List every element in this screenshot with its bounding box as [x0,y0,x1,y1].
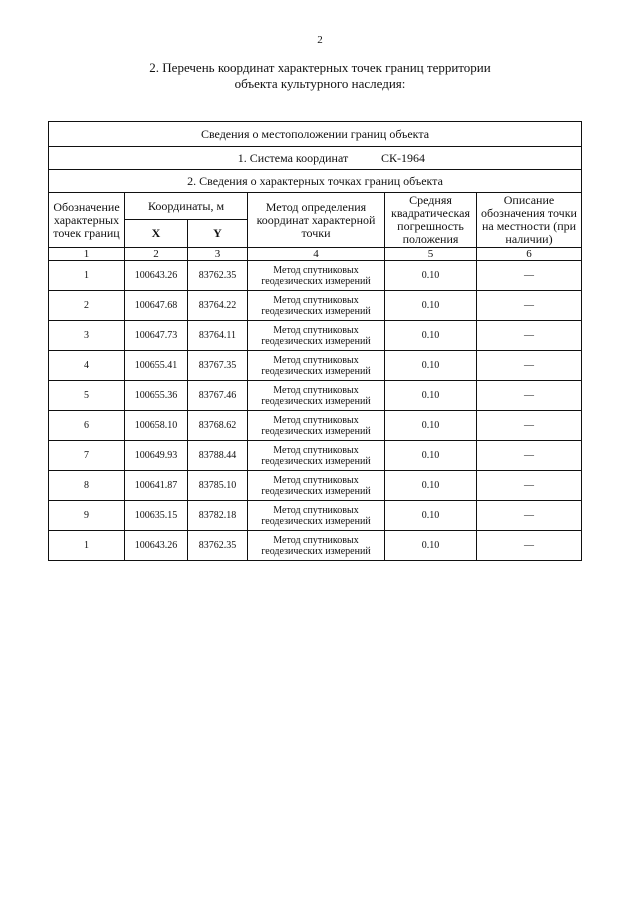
title-line-2: объекта культурного наследия: [234,76,406,91]
header-designation: Обозначение характерных точек границ [49,193,125,248]
method-cell: Метод спутниковых геодезических измерений [248,291,385,321]
coordinate-x: 100635.15 [125,501,188,531]
description-cell: — [477,321,582,351]
description-cell: — [477,351,582,381]
table-banner: Сведения о местоположении границ объекта [49,122,582,147]
error-value: 0.10 [385,261,477,291]
document-title [0,60,640,92]
method-cell: Метод спутниковых геодезических измерений [248,531,385,561]
coordinate-x: 100649.93 [125,441,188,471]
column-number: 4 [248,248,385,261]
coordinate-x: 100641.87 [125,471,188,501]
column-number: 1 [49,248,125,261]
column-number: 6 [477,248,582,261]
error-value: 0.10 [385,441,477,471]
point-designation: 7 [49,441,125,471]
description-cell: — [477,261,582,291]
table-row [49,441,582,471]
point-designation: 2 [49,291,125,321]
coordinate-system-label: 1. Система координат [237,150,349,165]
method-cell: Метод спутниковых геодезических измерений [248,321,385,351]
page-number: 2 [317,34,323,46]
method-cell: Метод спутниковых геодезических измерений [248,471,385,501]
header-method: Метод определения координат характерной точки [248,193,385,248]
point-designation: 1 [49,261,125,291]
point-designation: 9 [49,501,125,531]
column-number: 2 [125,248,188,261]
error-value: 0.10 [385,411,477,441]
description-cell: — [477,441,582,471]
coordinate-y: 83764.11 [188,321,248,351]
coordinate-y: 83785.10 [188,471,248,501]
coordinate-y: 83767.46 [188,381,248,411]
coordinate-y: 83782.18 [188,501,248,531]
error-value: 0.10 [385,471,477,501]
coordinate-x: 100655.41 [125,351,188,381]
coordinate-y: 83764.22 [188,291,248,321]
coordinate-x: 100643.26 [125,531,188,561]
table-row [49,381,582,411]
coordinate-y: 83788.44 [188,441,248,471]
error-value: 0.10 [385,351,477,381]
coordinates-table [48,121,582,561]
method-cell: Метод спутниковых геодезических измерений [248,381,385,411]
column-number: 5 [385,248,477,261]
table-row [49,351,582,381]
table-row [49,501,582,531]
coordinate-system-value: СК-1964 [380,150,425,165]
description-cell: — [477,531,582,561]
description-cell: — [477,291,582,321]
coordinate-x: 100643.26 [125,261,188,291]
method-cell: Метод спутниковых геодезических измерений [248,351,385,381]
coordinate-y: 83762.35 [188,261,248,291]
title-line-1: 2. Перечень координат характерных точек границ территории [149,60,491,75]
method-cell: Метод спутниковых геодезических измерений [248,261,385,291]
error-value: 0.10 [385,321,477,351]
method-cell: Метод спутниковых геодезических измерений [248,501,385,531]
table-row [49,321,582,351]
header-y: Y [188,220,248,248]
error-value: 0.10 [385,531,477,561]
point-designation: 5 [49,381,125,411]
table-row [49,291,582,321]
header-description: Описание обозначения точки на местности (при наличии) [477,193,582,248]
coordinate-x: 100647.73 [125,321,188,351]
point-designation: 4 [49,351,125,381]
column-number-row [49,248,582,261]
coordinate-y: 83762.35 [188,531,248,561]
error-value: 0.10 [385,381,477,411]
error-value: 0.10 [385,291,477,321]
coordinate-y: 83767.35 [188,351,248,381]
coordinate-x: 100647.68 [125,291,188,321]
method-cell: Метод спутниковых геодезических измерений [248,411,385,441]
table-row [49,261,582,291]
description-cell: — [477,381,582,411]
point-designation: 8 [49,471,125,501]
coordinate-system-row [49,147,582,170]
method-cell: Метод спутниковых геодезических измерений [248,441,385,471]
coordinate-x: 100658.10 [125,411,188,441]
error-value: 0.10 [385,501,477,531]
column-number: 3 [188,248,248,261]
coordinate-x: 100655.36 [125,381,188,411]
section-2-label: 2. Сведения о характерных точках границ объекта [49,170,582,193]
point-designation: 6 [49,411,125,441]
point-designation: 3 [49,321,125,351]
table-row [49,471,582,501]
description-cell: — [477,411,582,441]
table-row [49,411,582,441]
description-cell: — [477,471,582,501]
header-x: X [125,220,188,248]
table-row [49,531,582,561]
description-cell: — [477,501,582,531]
point-designation: 1 [49,531,125,561]
header-error: Средняя квадратическая погрешность положения [385,193,477,248]
coordinate-y: 83768.62 [188,411,248,441]
header-coordinates: Координаты, м [125,193,248,220]
